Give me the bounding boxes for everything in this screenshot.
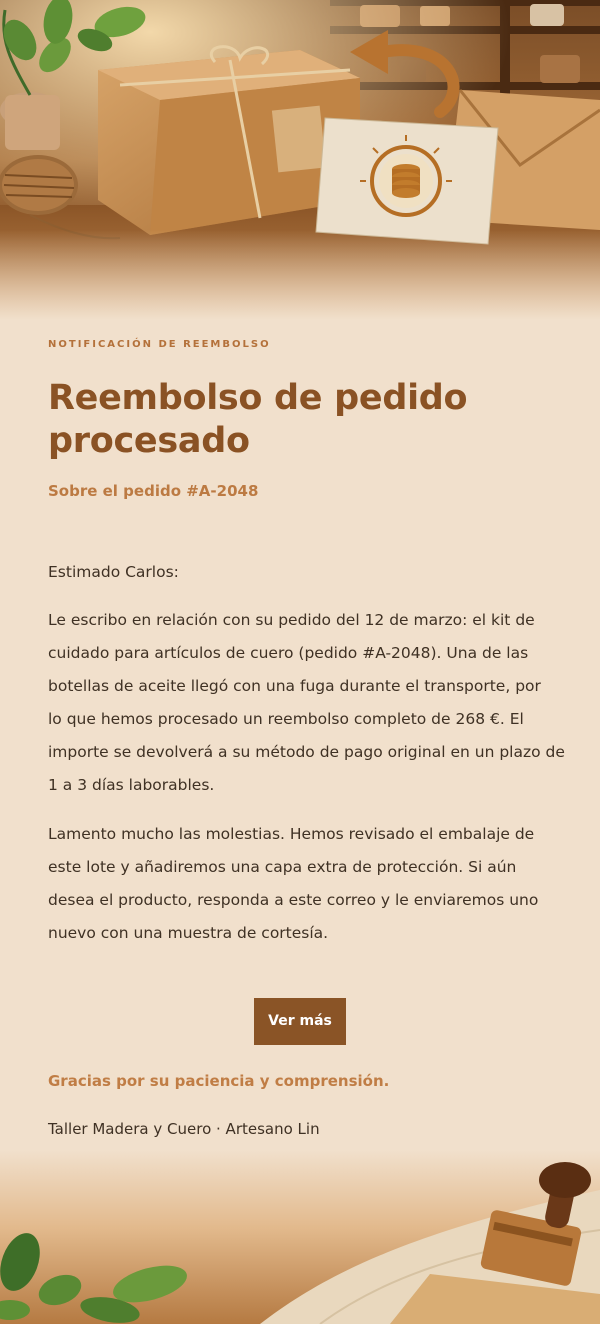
paragraph-line: lo que hemos procesado un reembolso completo de 268 €. El <box>48 710 524 728</box>
footer-illustration <box>0 1150 600 1324</box>
hero-illustration <box>0 0 600 320</box>
page-title <box>48 377 558 463</box>
paragraph-line: botellas de aceite llegó con una fuga durante el transporte, por <box>48 677 541 695</box>
body-paragraph-2 <box>48 818 558 950</box>
order-subtitle: Sobre el pedido #A-2048 <box>48 482 259 500</box>
body-paragraph-1 <box>48 604 565 802</box>
signature: Taller Madera y Cuero · Artesano Lin <box>48 1120 320 1138</box>
paragraph-line: Lamento mucho las molestias. Hemos revisado el embalaje de <box>48 825 535 843</box>
paragraph-line: 1 a 3 días laborables. <box>48 776 215 794</box>
refund-card-illustration <box>316 118 498 244</box>
thanks-message: Gracias por su paciencia y comprensión. <box>48 1072 390 1090</box>
notification-eyebrow: NOTIFICACIÓN DE REEMBOLSO <box>48 339 271 350</box>
paragraph-line: importe se devolverá a su método de pago original en un plazo de <box>48 743 565 761</box>
cta-container <box>48 998 552 1045</box>
paragraph-line: este lote y añadiremos una capa extra de protección. Si aún <box>48 858 517 876</box>
greeting: Estimado Carlos: <box>48 563 179 581</box>
email-content <box>48 330 565 1139</box>
ver-mas-button[interactable]: Ver más <box>254 998 346 1045</box>
paragraph-line: cuidado para artículos de cuero (pedido #A-2048). Una de las <box>48 644 529 662</box>
paragraph-line: nuevo con una muestra de cortesía. <box>48 924 329 942</box>
title-line: Reembolso de pedido <box>48 378 468 418</box>
paragraph-line: Le escribo en relación con su pedido del 12 de marzo: el kit de <box>48 611 535 629</box>
paragraph-line: desea el producto, responda a este correo y le enviaremos uno <box>48 891 539 909</box>
title-line: procesado <box>48 421 250 461</box>
